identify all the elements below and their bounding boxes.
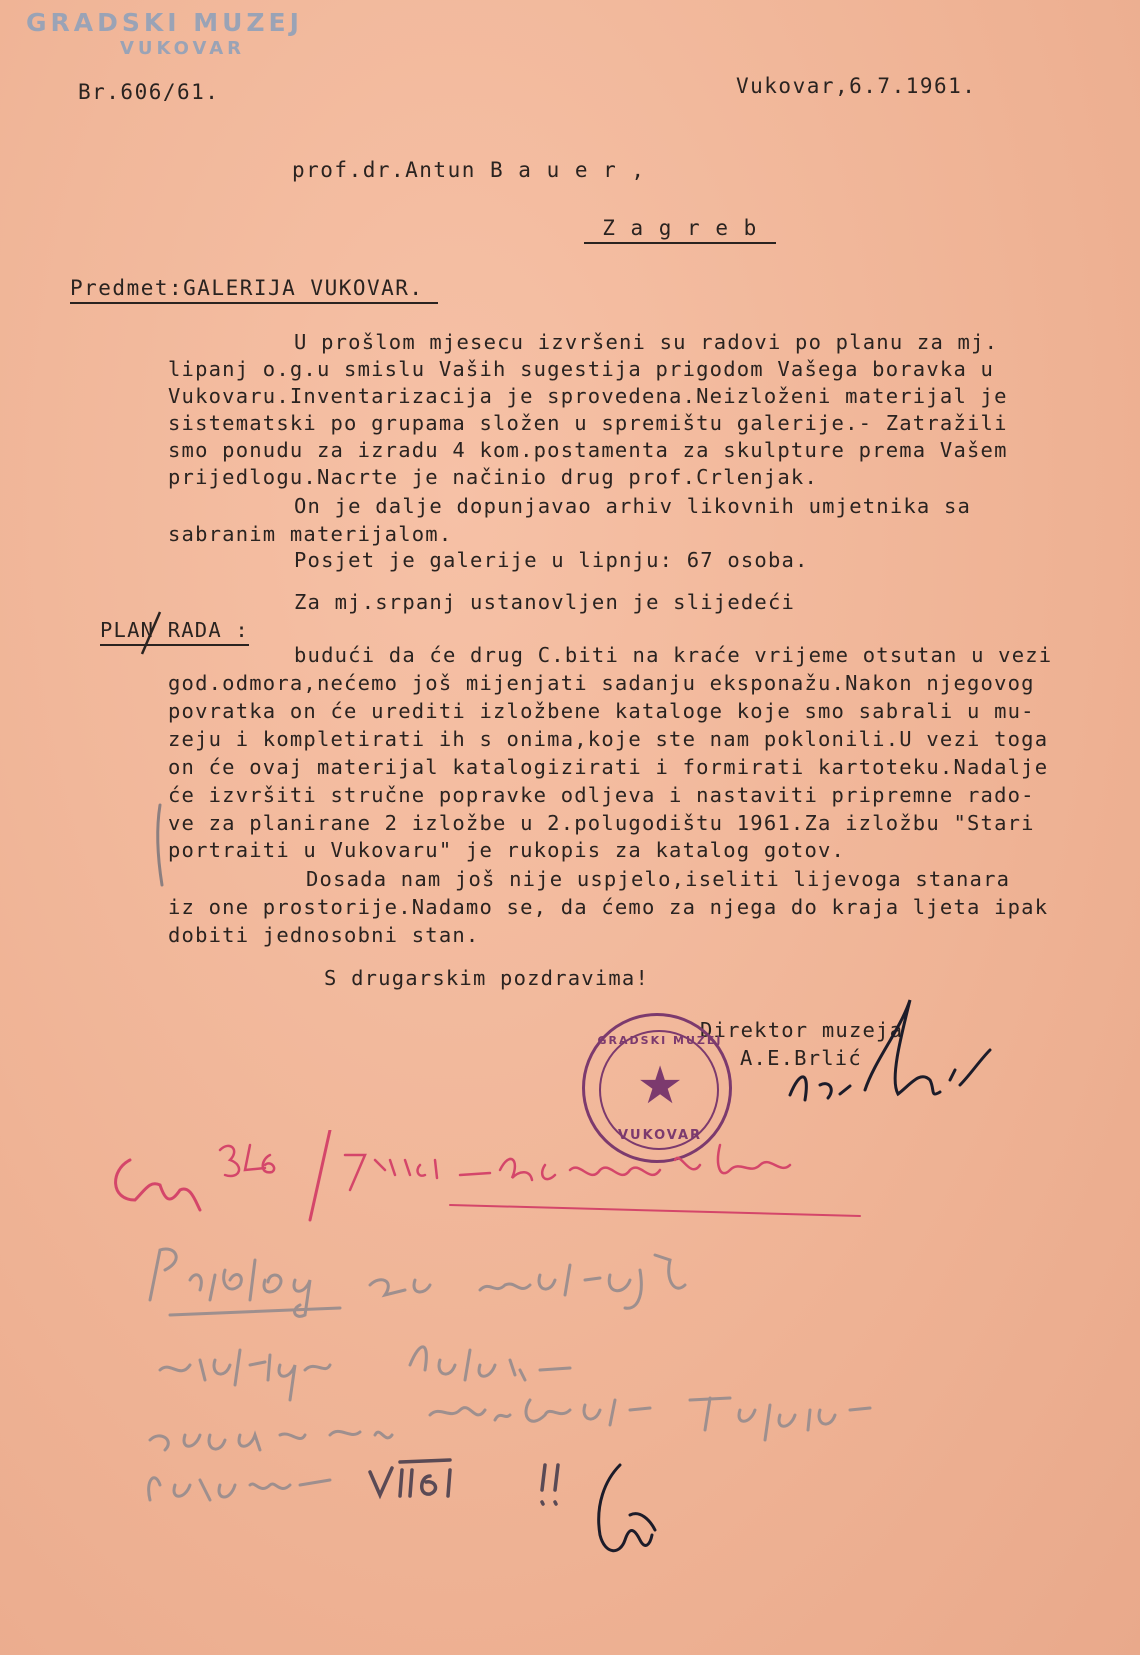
- recipient-name: prof.dr.Antun B a u e r ,: [292, 158, 646, 182]
- seal-bottom-text: VUKOVAR: [617, 1128, 703, 1143]
- ink-initial-mark: [580, 1455, 670, 1575]
- subject-line: Predmet:GALERIJA VUKOVAR.: [70, 276, 438, 304]
- margin-pencil-mark: [150, 800, 170, 890]
- plan-line: ve za planirane 2 izložbe u 2.polugodištu 1961.Za izložbu "Stari: [168, 811, 1035, 835]
- plan-label: PLAN RADA :: [100, 618, 249, 646]
- letterhead-city: VUKOVAR: [120, 38, 246, 59]
- plan-line: zeju i kompletirati ih s onima,koje ste nam poklonili.U vezi toga: [168, 727, 1049, 751]
- plan-line: povratka on će urediti izložbene kataloge koje smo sabrali u mu-: [168, 699, 1035, 723]
- body-line: U prošlom mjesecu izvršeni su radovi po planu za mj.: [294, 330, 999, 354]
- letterhead-name: GRADSKI MUZEJ: [26, 8, 303, 37]
- red-pencil-annotation: [100, 1130, 880, 1240]
- body-line: lipanj o.g.u smislu Vaših sugestija prigodom Vašega boravka u: [168, 357, 995, 381]
- closing-salutation: S drugarskim pozdravima!: [324, 966, 650, 990]
- body-line: sistematski po grupama složen u spremištu galerije.- Zatražili: [168, 411, 1008, 435]
- reference-number: Br.606/61.: [78, 80, 220, 104]
- plan-line: budući da će drug C.biti na kraće vrijeme otsutan u vezi: [294, 643, 1053, 667]
- plan-line: će izvršiti stručne popravke odljeva i nastaviti pripremne rado-: [168, 783, 1035, 807]
- body-line: smo ponudu za izradu 4 kom.postamenta za skulpture prema Vašem: [168, 438, 1008, 462]
- plan-intro: Za mj.srpanj ustanovljen je slijedeći: [294, 590, 796, 614]
- body-line: sabranim materijalom.: [168, 522, 453, 546]
- recipient-city: Z a g r e b: [584, 216, 776, 244]
- body-line: Posjet je galerije u lipnju: 67 osoba.: [294, 548, 809, 572]
- plan-line: dobiti jednosobni stan.: [168, 923, 480, 947]
- plan-line: iz one prostorije.Nadamo se, da ćemo za njega do kraja ljeta ipak: [168, 895, 1049, 919]
- body-line: prijedlogu.Nacrte je načinio drug prof.Crlenjak.: [168, 465, 819, 489]
- signatory-name: A.E.Brlić: [740, 1046, 862, 1070]
- plan-strike-mark: [136, 608, 166, 658]
- plan-line: god.odmora,nećemo još mijenjati sadanju eksponažu.Nakon njegovog: [168, 671, 1035, 695]
- plan-line: on će ovaj materijal katalogizirati i formirati kartoteku.Nadalje: [168, 755, 1049, 779]
- handwritten-signature: [780, 990, 1000, 1120]
- place-date: Vukovar,6.7.1961.: [736, 74, 977, 98]
- plan-line: Dosada nam još nije uspjelo,iseliti lijevoga stanara: [306, 867, 1011, 891]
- seal-star-icon: ★: [636, 1056, 684, 1116]
- body-line: On je dalje dopunjavao arhiv likovnih umjetnika sa: [294, 494, 972, 518]
- seal-top-text: GRADSKI MUZEJ: [597, 1034, 723, 1047]
- pencil-handwritten-note: [130, 1240, 890, 1510]
- plan-line: portraiti u Vukovaru" je rukopis za katalog gotov.: [168, 838, 846, 862]
- signatory-title: Direktor muzeja: [700, 1018, 904, 1042]
- body-line: Vukovaru.Inventarizacija je sprovedena.Neizloženi materijal je: [168, 384, 1008, 408]
